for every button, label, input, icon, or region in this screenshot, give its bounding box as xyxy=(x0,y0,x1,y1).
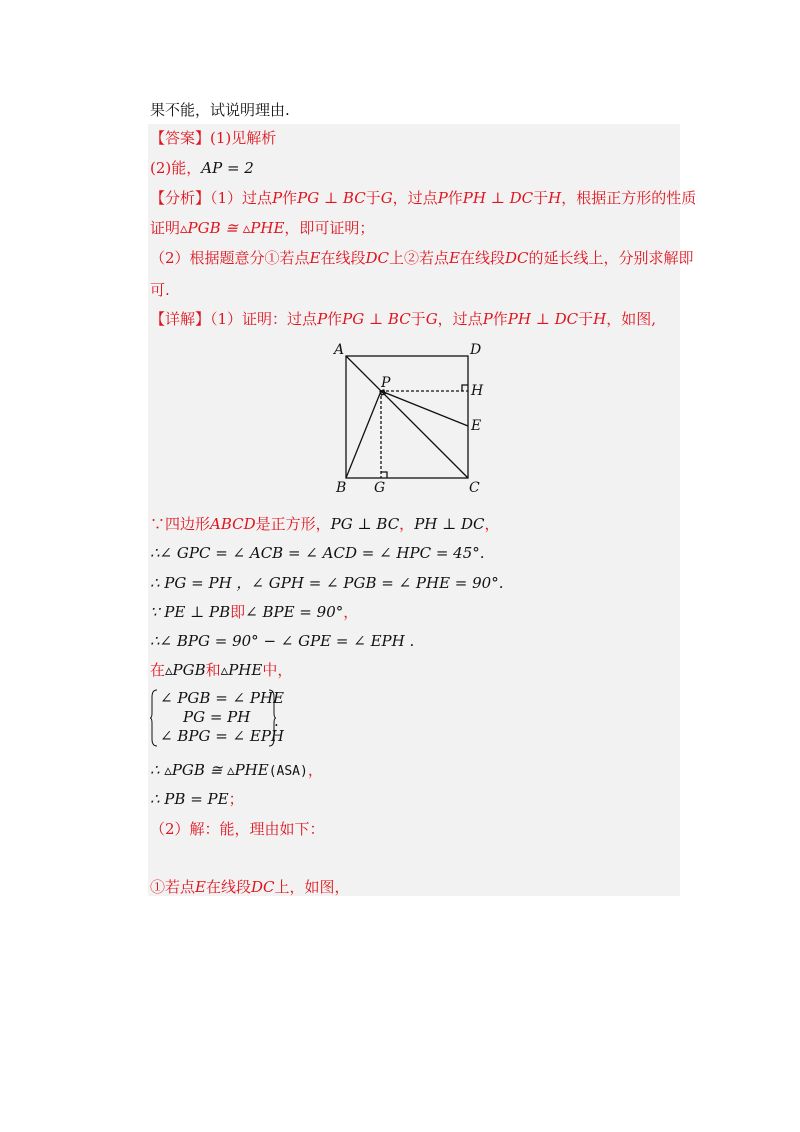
math-p: P xyxy=(482,310,493,328)
math-e: E xyxy=(449,249,460,267)
math-abcd: ABCD xyxy=(210,515,256,533)
system-row-3: ∠ BPG = ∠ EPH xyxy=(160,727,284,745)
detail-text: 作 xyxy=(327,310,343,328)
segment-pb xyxy=(346,391,381,478)
answer-label: 【答案】 xyxy=(150,129,211,147)
analysis-text: （2）根据题意分①若点 xyxy=(150,249,310,267)
analysis-line-2 xyxy=(150,218,374,238)
math-e: E xyxy=(195,878,206,896)
case1-line xyxy=(150,877,350,897)
proof-text: 在 xyxy=(150,661,166,679)
math-ph-perp-dc: PH ⊥ DC xyxy=(462,189,534,207)
proof-text: ， xyxy=(399,515,415,533)
math-p: P xyxy=(317,310,328,328)
analysis-text: 在线段 xyxy=(460,249,506,267)
math-angle-bpe: ∠ BPE = 90° xyxy=(245,603,344,621)
answer-line-1 xyxy=(150,128,276,148)
proof-line-2: ∴∠ GPC = ∠ ACB = ∠ ACD = ∠ HPC = 45°. xyxy=(150,544,485,562)
analysis-line-3 xyxy=(150,248,694,268)
analysis-text: 作 xyxy=(447,189,463,207)
segment-pe xyxy=(381,391,468,426)
analysis-text: ，即可证明； xyxy=(284,219,375,237)
math-congruence: ∴ ▵PGB ≅ ▵PHE xyxy=(150,761,269,779)
detail-text: ，如图, xyxy=(606,310,657,328)
proof-line-8 xyxy=(150,789,244,809)
right-angle-h xyxy=(462,385,468,391)
proof-line-6 xyxy=(150,660,292,680)
case-text: 上，如图， xyxy=(274,878,350,896)
math-pg-perp-bc: PG ⊥ BC xyxy=(342,310,411,328)
detail-line-1 xyxy=(150,309,656,329)
analysis-text: （1）过点 xyxy=(210,189,273,207)
math-triangle-phe: ▵PHE xyxy=(220,661,263,679)
intro-text: 果不能，试说明理由. xyxy=(150,101,290,119)
analysis-text: ，根据正方形的性质 xyxy=(561,189,697,207)
analysis-line-4: 可. xyxy=(150,281,170,299)
answer-part1: (1)见解析 xyxy=(210,129,277,147)
analysis-text: 在线段 xyxy=(320,249,366,267)
proof-text: ， xyxy=(307,761,323,779)
math-h: H xyxy=(593,310,607,328)
proof-text: ， xyxy=(343,603,359,621)
proof-text: 中， xyxy=(262,661,293,679)
segment-pd xyxy=(346,356,381,391)
math-p: P xyxy=(437,189,448,207)
proof-line-3: ∴ PG = PH ，∠ GPH = ∠ PGB = ∠ PHE = 90°. xyxy=(150,574,504,592)
detail-label: 【详解】 xyxy=(150,310,211,328)
answer-line-2 xyxy=(150,158,254,178)
detail-text: （1）证明：过点 xyxy=(210,310,318,328)
label-p: P xyxy=(381,375,391,391)
analysis-text: ，过点 xyxy=(392,189,438,207)
proof-text: ； xyxy=(228,790,244,808)
case-text: ①若点 xyxy=(150,878,196,896)
math-pg-perp-bc: PG ⊥ BC xyxy=(297,189,366,207)
proof-text: ， xyxy=(484,515,500,533)
proof-line-7 xyxy=(150,760,323,782)
math-pe-perp-pb: ∵ PE ⊥ PB xyxy=(150,603,231,621)
label-h: H xyxy=(471,383,484,399)
proof-line-5: ∴∠ BPG = 90° − ∠ GPE = ∠ EPH . xyxy=(150,632,415,650)
right-angle-g xyxy=(381,472,387,478)
asa-label: (ASA) xyxy=(268,764,308,779)
proof-text: ∵四边形 xyxy=(150,515,211,533)
label-a: A xyxy=(334,342,345,358)
math-dc: DC xyxy=(505,249,529,267)
left-brace xyxy=(150,689,158,747)
math-h: H xyxy=(548,189,562,207)
math-p: P xyxy=(272,189,283,207)
analysis-label: 【分析】 xyxy=(150,189,211,207)
answer-part2-math: AP = 2 xyxy=(201,159,254,177)
detail-text: 于 xyxy=(410,310,426,328)
system-row-2: PG = PH xyxy=(183,708,251,726)
analysis-line-1 xyxy=(150,188,696,208)
math-g: G xyxy=(425,310,438,328)
analysis-text: 的延长线上，分别求解即 xyxy=(528,249,694,267)
detail-text: ，过点 xyxy=(437,310,483,328)
system-end: . xyxy=(274,712,279,730)
proof-text: 是正方形， xyxy=(255,515,331,533)
detail-text: 作 xyxy=(492,310,508,328)
square-figure xyxy=(330,338,490,498)
label-d: D xyxy=(470,342,482,358)
answer-part2-prefix: (2)能， xyxy=(150,159,202,177)
analysis-text: 于 xyxy=(365,189,381,207)
math-pg-perp-bc: PG ⊥ BC xyxy=(330,515,400,533)
analysis-text: 上②若点 xyxy=(389,249,450,267)
proof-line-4 xyxy=(150,602,358,622)
analysis-text: 作 xyxy=(282,189,298,207)
proof-line-1 xyxy=(150,514,500,534)
math-dc: DC xyxy=(250,878,275,896)
part2-line: （2）解：能，理由如下： xyxy=(150,820,325,838)
proof-text: 和 xyxy=(205,661,221,679)
math-pb-eq-pe: ∴ PB = PE xyxy=(150,790,229,808)
system-row-1: ∠ PGB = ∠ PHE xyxy=(160,689,284,707)
analysis-text: 证明 xyxy=(150,219,181,237)
math-ph-perp-dc: PH ⊥ DC xyxy=(414,515,485,533)
proof-text: 即 xyxy=(230,603,246,621)
math-congruence: ▵PGB ≅ ▵PHE xyxy=(180,219,285,237)
math-e: E xyxy=(309,249,321,267)
detail-text: 于 xyxy=(578,310,594,328)
analysis-text: 于 xyxy=(533,189,549,207)
math-dc: DC xyxy=(365,249,390,267)
label-b: B xyxy=(336,480,347,496)
segment-pc xyxy=(381,391,468,478)
case-text: 在线段 xyxy=(205,878,251,896)
label-g: G xyxy=(374,480,386,496)
congruence-system xyxy=(150,689,284,747)
label-e: E xyxy=(471,418,482,434)
math-g: G xyxy=(380,189,393,207)
label-c: C xyxy=(469,480,480,496)
math-ph-perp-dc: PH ⊥ DC xyxy=(507,310,579,328)
math-triangle-pgb: ▵PGB xyxy=(165,661,206,679)
